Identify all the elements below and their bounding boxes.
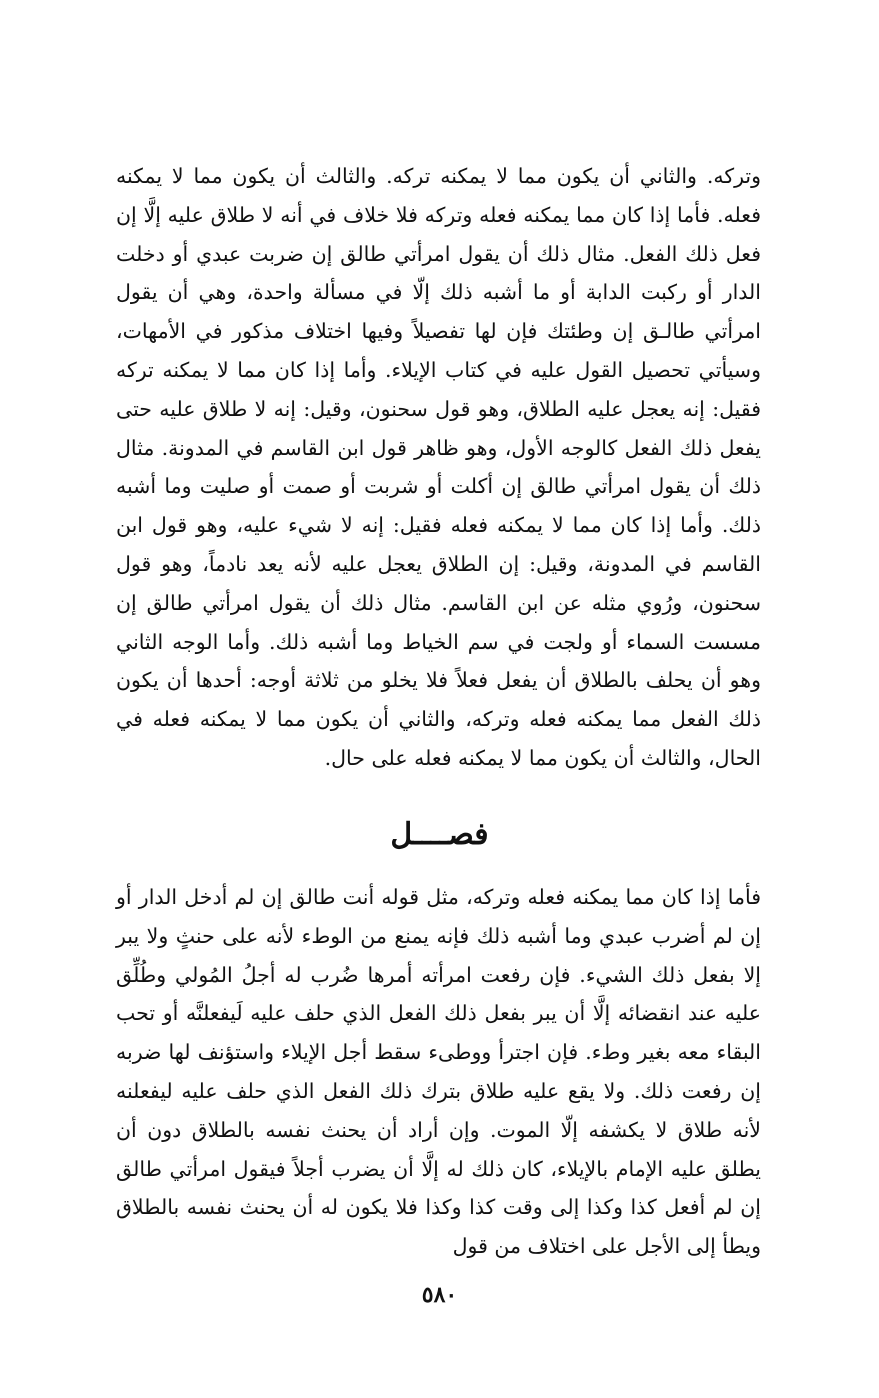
section-heading: فصــــل	[390, 817, 489, 852]
body-paragraph-1: وتركه. والثاني أن يكون مما لا يمكنه تركه. والثالث أن يكون مما لا يمكنه فعله. فأما إذا كان مما يمكنه فعله وتركه فلا خلاف في أنه لا طلاق عليه إلَّا إن فعل ذلك الفعل. مثال ذلك أن يقول امرأتي طالق إن ضربت عبدي أو دخلت الدار أو ركبت الدابة أو ما أشبه ذلك إلّا في مسألة واحدة، وهي أن يقول امرأتي طالـق إن وطئتك فإن لها تفصيلاً وفيها اختلاف مذكور في الأمهات، وسيأتي تحصيل القول عليه في كتاب الإيلاء. وأما إذا كان مما لا يمكنه تركه فقيل: إنه يعجل عليه الطلاق، وهو قول سحنون، وقيل: إنه لا طلاق عليه حتى يفعل ذلك الفعل كالوجه الأول، وهو ظاهر قول ابن القاسم في المدونة. مثال ذلك أن يقول امرأتي طالق إن أكلت أو شربت أو صمت أو صليت وما أشبه ذلك. وأما إذا كان مما لا يمكنه فعله فقيل: إنه لا شيء عليه، وهو قول ابن القاسم في المدونة، وقيل: إن الطلاق يعجل عليه لأنه يعد نادماً، وهو قول سحنون، ورُوي مثله عن ابن القاسم. مثال ذلك أن يقول امرأتي طالق إن مسست السماء أو ولجت في سم الخياط وما أشبه ذلك. وأما الوجه الثاني وهو أن يحلف بالطلاق أن يفعل فعلاً فلا يخلو من ثلاثة أوجه: أحدها أن يكون ذلك الفعل مما يمكنه فعله وتركه، والثاني أن يكون مما لا يمكنه فعله في الحال، والثالث أن يكون مما لا يمكنه فعله على حال.	[116, 164, 761, 770]
body-paragraph-2: فأما إذا كان مما يمكنه فعله وتركه، مثل قوله أنت طالق إن لم أدخل الدار أو إن لم أضرب عبدي وما أشبه ذلك فإنه يمنع من الوطء لأنه على حنثٍ ولا يبر إلا بفعل ذلك الشيء. فإن رفعت امرأته أمرها ضُرب له أجلُ المُولي وطُلِّق عليه عند انقضائه إلَّا أن يبر بفعل ذلك الفعل الذي حلف عليه لَيفعلنَّه أو تحب البقاء معه بغير وطء. فإن اجترأ ووطىء سقط أجل الإيلاء واستؤنف لها ضربه إن رفعت ذلك. ولا يقع عليه طلاق بترك ذلك الفعل الذي حلف عليه ليفعلنه لأنه طلاق لا يكشفه إلّا الموت. وإن أراد أن يحنث نفسه بالطلاق دون أن يطلق عليه الإمام بالإيلاء، كان ذلك له إلَّا أن يضرب أجلاً فيقول امرأتي طالق إن لم أفعل كذا وكذا إلى وقت كذا وكذا فلا يكون له أن يحنث نفسه بالطلاق ويطأ إلى الأجل على اختلاف من قول	[116, 885, 761, 1259]
page-number: ٥٨٠	[421, 1282, 458, 1308]
